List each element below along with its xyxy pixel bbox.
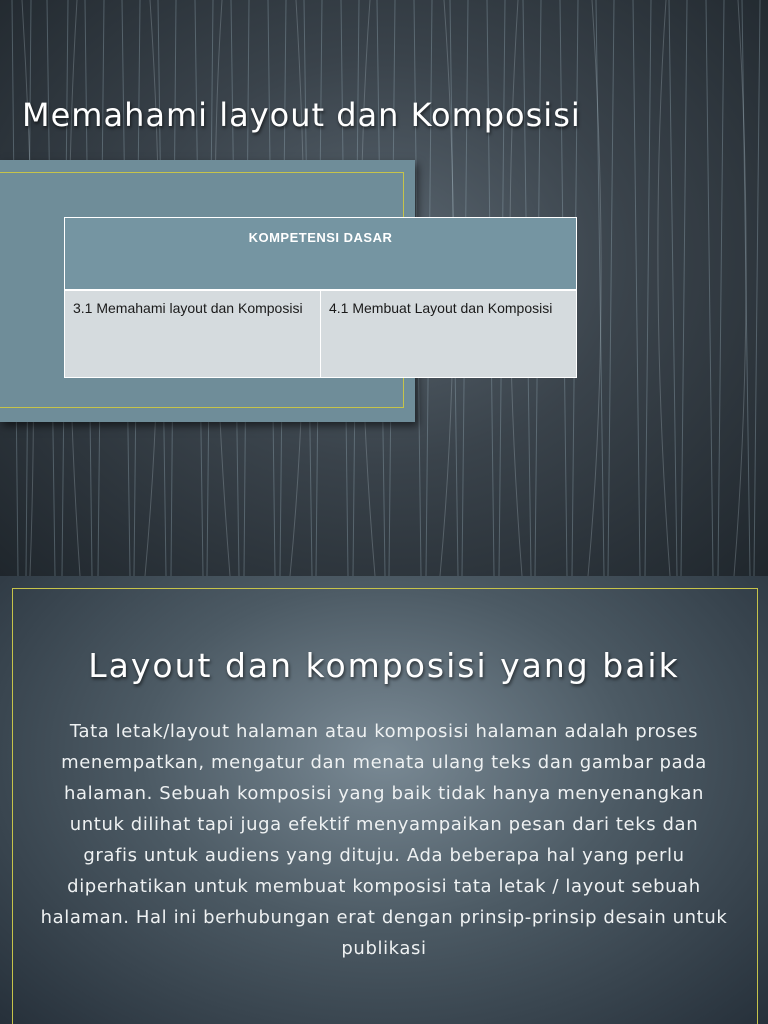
table-header: KOMPETENSI DASAR (65, 218, 577, 291)
competency-table (64, 217, 577, 378)
slide-2 (0, 576, 768, 1024)
table-cell-left: 3.1 Memahami layout dan Komposisi (65, 290, 321, 378)
slide-1-title: Memahami layout dan Komposisi (22, 96, 581, 134)
slide-2-title: Layout dan komposisi yang baik (88, 646, 680, 685)
table-header-row (65, 218, 577, 291)
slide-2-body-text: Tata letak/layout halaman atau komposisi halaman adalah proses menempatkan, mengatur dan menata ulang teks dan gambar pada halaman. Sebuah komposisi yang baik tidak hanya menyenangkan untuk dilihat tapi juga efektif menyampaikan pesan dari teks dan grafis untuk audiens yang dituju. Ada beberapa hal yang perlu diperhatikan untuk membuat komposisi tata letak / layout sebuah halaman. Hal ini berhubungan erat dengan prinsip-prinsip desain untuk publikasi (40, 721, 728, 959)
table-row (65, 290, 577, 378)
table-cell-right: 4.1 Membuat Layout dan Komposisi (321, 290, 577, 378)
